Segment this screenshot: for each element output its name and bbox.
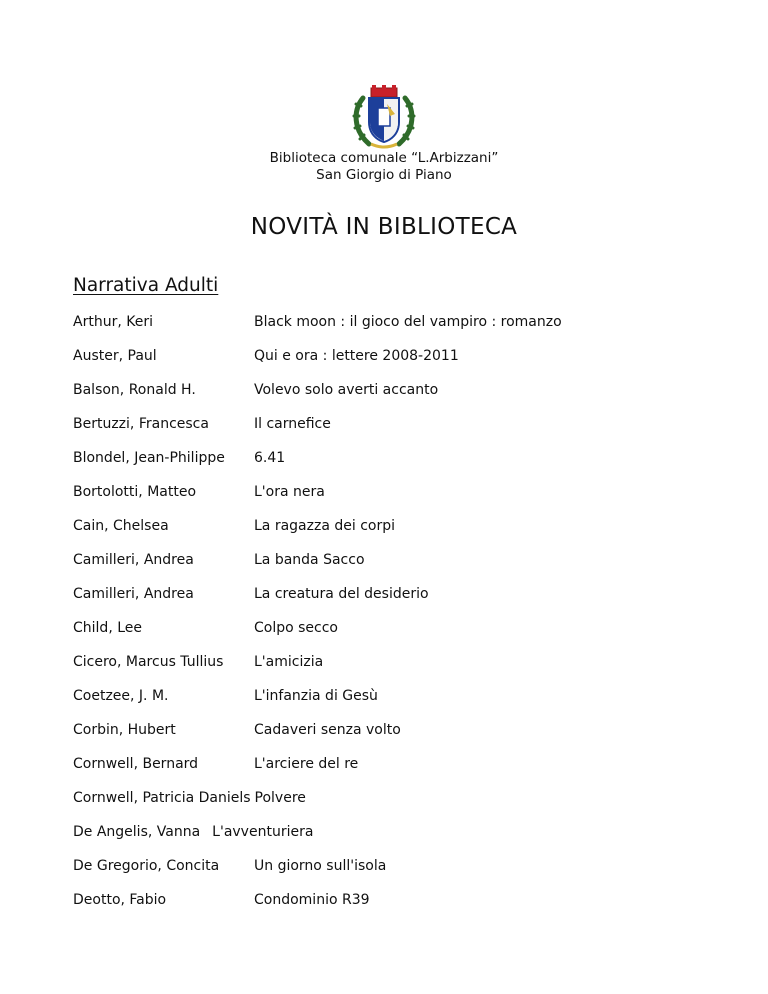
book-author: Coetzee, J. M. [73,688,169,704]
book-title: 6.41 [254,450,286,466]
book-entry [73,788,306,808]
book-author: Deotto, Fabio [73,892,167,908]
book-title: L'avventuriera [212,824,314,840]
book-entry [73,618,338,638]
book-entry [73,516,395,536]
book-author: Child, Lee [73,620,142,636]
book-author: Bertuzzi, Francesca [73,416,209,432]
book-entry [73,822,313,842]
book-entry [73,856,386,876]
book-title: Un giorno sull'isola [254,858,387,874]
library-name: Biblioteca comunale “L.Arbizzani” [269,150,499,166]
library-city: San Giorgio di Piano [316,167,452,183]
book-title: Black moon : il gioco del vampiro : romanzo [254,314,562,330]
book-title: Volevo solo averti accanto [254,382,439,398]
book-author: Arthur, Keri [73,314,153,330]
book-author: Cornwell, Bernard [73,756,199,772]
book-entry [73,652,323,672]
book-author: Balson, Ronald H. [73,382,196,398]
book-author: De Angelis, Vanna [73,824,201,840]
municipal-crest-icon [349,80,419,152]
book-entry [73,380,438,400]
book-title: Polvere [254,790,306,806]
book-entry [73,890,370,910]
book-entry [73,414,331,434]
book-author: Blondel, Jean-Philippe [73,450,225,466]
book-title: La banda Sacco [254,552,365,568]
book-entry [73,550,365,570]
book-author: Camilleri, Andrea [73,586,194,602]
book-entry [73,686,378,706]
book-author: Cain, Chelsea [73,518,169,534]
book-author: De Gregorio, Concita [73,858,220,874]
book-title: La creatura del desiderio [254,586,429,602]
book-title: L'infanzia di Gesù [254,688,378,704]
book-author: Corbin, Hubert [73,722,176,738]
book-title: L'arciere del re [254,756,359,772]
book-entry [73,312,562,332]
book-entry [73,482,325,502]
book-entry [73,754,358,774]
book-author: Cicero, Marcus Tullius [73,654,224,670]
book-author: Camilleri, Andrea [73,552,194,568]
book-title: L'ora nera [254,484,325,500]
book-title: Cadaveri senza volto [254,722,401,738]
section-heading: Narrativa Adulti [73,275,219,296]
book-entry [73,584,429,604]
book-entry [73,720,401,740]
page-title: NOVITÀ IN BIBLIOTECA [250,214,518,240]
book-title: La ragazza dei corpi [254,518,395,534]
book-author: Bortolotti, Matteo [73,484,197,500]
book-title: Colpo secco [254,620,338,636]
book-author: Cornwell, Patricia Daniels [73,790,251,806]
book-author: Auster, Paul [73,348,157,364]
book-entry [73,346,459,366]
book-entry [73,448,285,468]
book-title: Condominio R39 [254,892,370,908]
book-title: Il carnefice [254,416,331,432]
book-title: L'amicizia [254,654,324,670]
book-title: Qui e ora : lettere 2008-2011 [254,348,459,364]
